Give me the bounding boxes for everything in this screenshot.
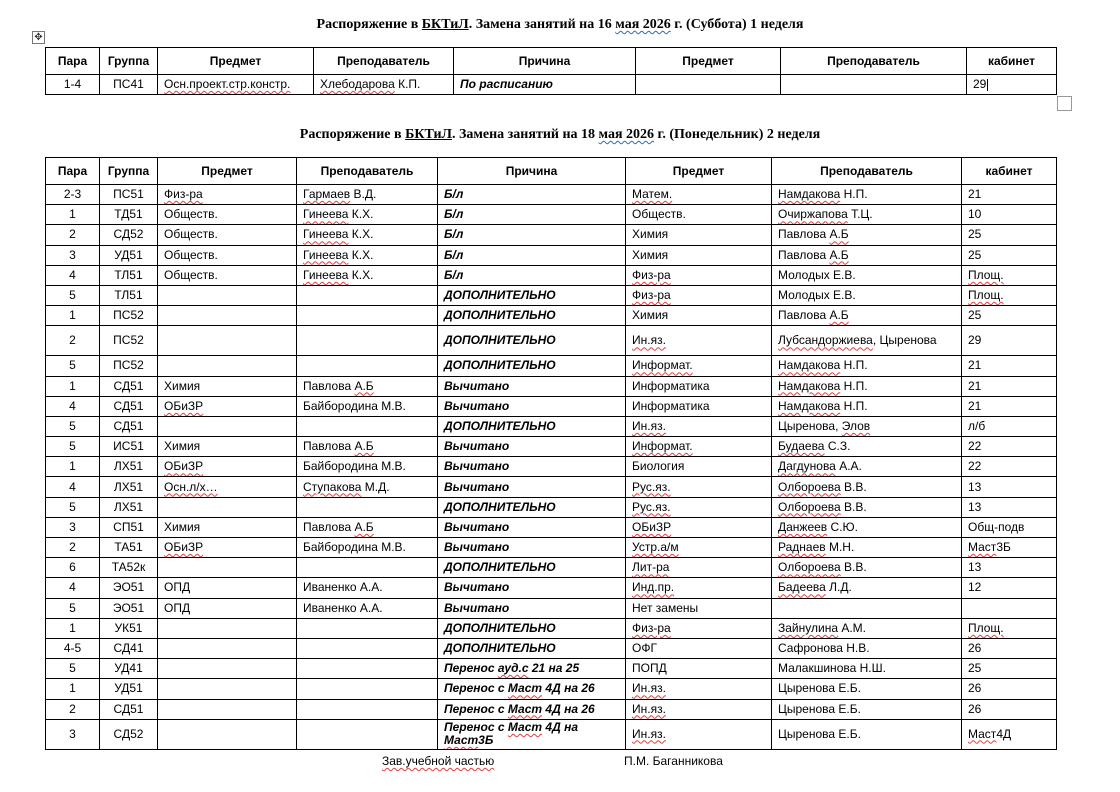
cell-teacher[interactable] bbox=[297, 719, 438, 749]
table-row bbox=[46, 679, 1057, 699]
cell-group[interactable]: ПС52 bbox=[100, 326, 158, 356]
cell-new-subject[interactable]: Матем. bbox=[626, 185, 772, 205]
cell-pair[interactable]: 3 bbox=[46, 245, 100, 265]
cell-pair[interactable]: 5 bbox=[46, 659, 100, 679]
cell-reason[interactable]: ДОПОЛНИТЕЛЬНО bbox=[438, 497, 626, 517]
cell-group[interactable]: ЭО51 bbox=[100, 598, 158, 618]
cell-subject[interactable] bbox=[158, 699, 297, 719]
cell-new-subject[interactable]: Физ-ра bbox=[626, 285, 772, 305]
cell-pair[interactable]: 4 bbox=[46, 578, 100, 598]
cell-pair[interactable]: 1 bbox=[46, 618, 100, 638]
cell-teacher[interactable]: Ступакова М.Д. bbox=[297, 477, 438, 497]
cell-subject[interactable]: Обществ. bbox=[158, 245, 297, 265]
table-row bbox=[46, 306, 1057, 326]
cell-pair[interactable]: 6 bbox=[46, 558, 100, 578]
table-row bbox=[46, 659, 1057, 679]
cell-new-subject[interactable]: ПОПД bbox=[626, 659, 772, 679]
cell-new-teacher[interactable]: Молодых Е.В. bbox=[772, 285, 962, 305]
cell-group[interactable]: СП51 bbox=[100, 517, 158, 537]
header-new-subject: Предмет bbox=[626, 158, 772, 185]
table-row bbox=[46, 638, 1057, 658]
cell-reason[interactable]: Вычитано bbox=[438, 578, 626, 598]
cell-room[interactable]: 25 bbox=[962, 245, 1057, 265]
cell-group[interactable]: СД41 bbox=[100, 638, 158, 658]
cell-new-teacher[interactable]: Данжеев С.Ю. bbox=[772, 517, 962, 537]
cell-group[interactable]: УД51 bbox=[100, 679, 158, 699]
cell-teacher[interactable] bbox=[297, 497, 438, 517]
cell-subject[interactable] bbox=[158, 416, 297, 436]
cell-room[interactable]: 21 bbox=[962, 376, 1057, 396]
table-row bbox=[46, 457, 1057, 477]
cell-reason[interactable]: Б/л bbox=[438, 265, 626, 285]
cell-new-teacher[interactable]: Олбороева В.В. bbox=[772, 558, 962, 578]
cell-subject[interactable]: Осн.л/х… bbox=[158, 477, 297, 497]
cell-new-teacher[interactable]: Цыренова Е.Б. bbox=[772, 679, 962, 699]
cell-teacher[interactable] bbox=[297, 679, 438, 699]
cell-subject[interactable] bbox=[158, 497, 297, 517]
cell-pair[interactable]: 5 bbox=[46, 356, 100, 376]
cell-subject[interactable]: Осн.проект.стр.констр. bbox=[158, 75, 314, 95]
table-row bbox=[46, 356, 1057, 376]
table-row bbox=[46, 477, 1057, 497]
cell-pair[interactable]: 2 bbox=[46, 225, 100, 245]
cell-room[interactable]: Площ. bbox=[962, 285, 1057, 305]
cell-reason[interactable]: Вычитано bbox=[438, 477, 626, 497]
cell-new-teacher[interactable]: Цыренова Е.Б. bbox=[772, 699, 962, 719]
cell-pair[interactable]: 5 bbox=[46, 416, 100, 436]
cell-teacher[interactable]: Гинеева К.Х. bbox=[297, 245, 438, 265]
cell-room[interactable]: Маст3Б bbox=[962, 538, 1057, 558]
cell-pair[interactable]: 2 bbox=[46, 538, 100, 558]
cell-pair[interactable]: 4 bbox=[46, 265, 100, 285]
cell-new-subject[interactable]: Информатика bbox=[626, 376, 772, 396]
cell-subject[interactable] bbox=[158, 719, 297, 749]
cell-new-subject[interactable] bbox=[636, 75, 781, 95]
header-new-teacher: Преподаватель bbox=[772, 158, 962, 185]
cell-teacher[interactable]: Павлова А.Б bbox=[297, 437, 438, 457]
cell-reason[interactable]: ДОПОЛНИТЕЛЬНО bbox=[438, 356, 626, 376]
header-pair: Пара bbox=[46, 158, 100, 185]
cell-room[interactable]: 26 bbox=[962, 699, 1057, 719]
cell-new-subject[interactable]: Ин.яз. bbox=[626, 326, 772, 356]
cell-pair[interactable]: 4 bbox=[46, 477, 100, 497]
cell-group[interactable]: СД51 bbox=[100, 699, 158, 719]
table-row bbox=[46, 699, 1057, 719]
cell-teacher[interactable]: Гинеева К.Х. bbox=[297, 225, 438, 245]
cell-new-subject[interactable]: Рус.яз. bbox=[626, 477, 772, 497]
cell-group[interactable]: ТД51 bbox=[100, 205, 158, 225]
cell-group[interactable]: ПС41 bbox=[100, 75, 158, 95]
cell-group[interactable]: СД51 bbox=[100, 376, 158, 396]
cell-pair[interactable]: 1 bbox=[46, 306, 100, 326]
table-row bbox=[46, 285, 1057, 305]
cell-subject[interactable] bbox=[158, 285, 297, 305]
table-row bbox=[46, 376, 1057, 396]
cell-room[interactable]: 13 bbox=[962, 497, 1057, 517]
cell-group[interactable]: УД41 bbox=[100, 659, 158, 679]
cell-room[interactable]: Площ. bbox=[962, 618, 1057, 638]
cell-teacher[interactable] bbox=[297, 558, 438, 578]
cell-subject[interactable]: Химия bbox=[158, 376, 297, 396]
cell-reason[interactable]: ДОПОЛНИТЕЛЬНО bbox=[438, 306, 626, 326]
table-row bbox=[46, 538, 1057, 558]
cell-subject[interactable]: Обществ. bbox=[158, 225, 297, 245]
table-resize-handle[interactable] bbox=[1057, 96, 1072, 111]
cell-new-subject[interactable]: Информат. bbox=[626, 437, 772, 457]
cell-new-subject[interactable]: Ин.яз. bbox=[626, 699, 772, 719]
cell-room[interactable]: Общ-подв bbox=[962, 517, 1057, 537]
cell-new-teacher[interactable]: Олбороева В.В. bbox=[772, 497, 962, 517]
cell-pair[interactable]: 5 bbox=[46, 285, 100, 305]
header-subject: Предмет bbox=[158, 48, 314, 75]
month-word: мая 2026 bbox=[598, 127, 655, 142]
cell-teacher[interactable]: Гинеева К.Х. bbox=[297, 265, 438, 285]
cell-new-teacher[interactable]: Цыренова Е.Б. bbox=[772, 719, 962, 749]
table-row bbox=[46, 265, 1057, 285]
cell-new-teacher[interactable]: Цыренова, Элов bbox=[772, 416, 962, 436]
cell-teacher[interactable]: Иваненко А.А. bbox=[297, 598, 438, 618]
table-row bbox=[46, 245, 1057, 265]
table-row bbox=[46, 719, 1057, 749]
cell-group[interactable]: ТА52к bbox=[100, 558, 158, 578]
cell-room[interactable]: 12 bbox=[962, 578, 1057, 598]
cell-group[interactable]: ЭО51 bbox=[100, 578, 158, 598]
cell-pair[interactable]: 1-4 bbox=[46, 75, 100, 95]
header-room: кабинет bbox=[962, 158, 1057, 185]
cell-pair[interactable]: 1 bbox=[46, 679, 100, 699]
cell-new-teacher[interactable]: Дагдунова А.А. bbox=[772, 457, 962, 477]
cell-group[interactable]: ПС51 bbox=[100, 185, 158, 205]
cell-new-teacher[interactable] bbox=[772, 598, 962, 618]
cell-group[interactable]: ТЛ51 bbox=[100, 265, 158, 285]
cell-pair[interactable]: 4-5 bbox=[46, 638, 100, 658]
cell-teacher[interactable]: Байбородина М.В. bbox=[297, 538, 438, 558]
table-row bbox=[46, 185, 1057, 205]
header-reason: Причина bbox=[454, 48, 636, 75]
cell-teacher[interactable] bbox=[297, 326, 438, 356]
cell-subject[interactable] bbox=[158, 638, 297, 658]
cell-new-subject[interactable]: Ин.яз. bbox=[626, 679, 772, 699]
cell-pair[interactable]: 1 bbox=[46, 205, 100, 225]
cell-room[interactable]: 26 bbox=[962, 638, 1057, 658]
table-row bbox=[46, 75, 1057, 95]
cell-teacher[interactable]: Павлова А.Б bbox=[297, 517, 438, 537]
cell-teacher[interactable] bbox=[297, 659, 438, 679]
cell-reason[interactable]: ДОПОЛНИТЕЛЬНО bbox=[438, 326, 626, 356]
table-row bbox=[46, 205, 1057, 225]
cell-new-subject[interactable]: Химия bbox=[626, 245, 772, 265]
cell-room[interactable]: 22 bbox=[962, 437, 1057, 457]
cell-new-teacher[interactable]: Намдакова Н.П. bbox=[772, 396, 962, 416]
cell-reason[interactable]: Б/л bbox=[438, 205, 626, 225]
cell-reason[interactable]: Перенос ауд.с 21 на 25 bbox=[438, 659, 626, 679]
cell-reason[interactable]: ДОПОЛНИТЕЛЬНО bbox=[438, 285, 626, 305]
table-row bbox=[46, 598, 1057, 618]
cell-subject[interactable] bbox=[158, 356, 297, 376]
cell-reason[interactable]: Вычитано bbox=[438, 457, 626, 477]
cell-reason[interactable]: Перенос с Маст 4Д на 26 bbox=[438, 699, 626, 719]
table-header-row bbox=[46, 158, 1057, 185]
cell-teacher[interactable]: Гинеева К.Х. bbox=[297, 205, 438, 225]
cell-pair[interactable]: 2 bbox=[46, 699, 100, 719]
cell-reason[interactable]: ДОПОЛНИТЕЛЬНО bbox=[438, 416, 626, 436]
header-new-subject: Предмет bbox=[636, 48, 781, 75]
signature-position: Зав.учебной частью bbox=[382, 754, 495, 768]
cell-new-subject[interactable]: ОБиЗР bbox=[626, 517, 772, 537]
cell-reason[interactable]: Вычитано bbox=[438, 376, 626, 396]
cell-room[interactable]: 25 bbox=[962, 659, 1057, 679]
cell-subject[interactable]: ОПД bbox=[158, 578, 297, 598]
cell-group[interactable]: СД51 bbox=[100, 416, 158, 436]
cell-subject[interactable]: ОБиЗР bbox=[158, 457, 297, 477]
month-word: мая 2026 bbox=[615, 17, 671, 32]
cell-teacher[interactable] bbox=[297, 356, 438, 376]
cell-group[interactable]: ПС52 bbox=[100, 306, 158, 326]
cell-pair[interactable]: 5 bbox=[46, 497, 100, 517]
cell-pair[interactable]: 1 bbox=[46, 376, 100, 396]
cell-teacher[interactable]: Байбородина М.В. bbox=[297, 396, 438, 416]
cell-reason[interactable]: Б/л bbox=[438, 185, 626, 205]
cell-room[interactable]: 29 bbox=[962, 326, 1057, 356]
cell-subject[interactable] bbox=[158, 679, 297, 699]
table-row bbox=[46, 396, 1057, 416]
cell-room[interactable]: 13 bbox=[962, 558, 1057, 578]
header-teacher: Преподаватель bbox=[297, 158, 438, 185]
cell-new-subject[interactable]: Химия bbox=[626, 225, 772, 245]
signature-name: П.М. Баганникова bbox=[624, 754, 723, 768]
cell-new-teacher[interactable]: Бадеева Л.Д. bbox=[772, 578, 962, 598]
cell-new-subject[interactable]: Инд.пр. bbox=[626, 578, 772, 598]
cell-new-teacher[interactable]: Малакшинова Н.Ш. bbox=[772, 659, 962, 679]
cell-pair[interactable]: 2 bbox=[46, 326, 100, 356]
cell-new-teacher[interactable]: Намдакова Н.П. bbox=[772, 185, 962, 205]
cell-reason[interactable]: ДОПОЛНИТЕЛЬНО bbox=[438, 618, 626, 638]
org-name: БКТиЛ bbox=[421, 17, 469, 32]
cell-pair[interactable]: 4 bbox=[46, 396, 100, 416]
cell-group[interactable]: ТА51 bbox=[100, 538, 158, 558]
cell-room[interactable]: 29 bbox=[967, 75, 1057, 95]
cell-room[interactable]: 21 bbox=[962, 356, 1057, 376]
header-group: Группа bbox=[100, 158, 158, 185]
cell-pair[interactable]: 5 bbox=[46, 437, 100, 457]
cell-reason[interactable]: Вычитано bbox=[438, 538, 626, 558]
replacement-table-monday bbox=[45, 157, 1057, 750]
replacement-table-saturday bbox=[45, 47, 1057, 95]
cell-new-subject[interactable]: ОФГ bbox=[626, 638, 772, 658]
cell-reason[interactable]: По расписанию bbox=[454, 75, 636, 95]
cell-room[interactable]: 22 bbox=[962, 457, 1057, 477]
cell-group[interactable]: ЛХ51 bbox=[100, 497, 158, 517]
cell-group[interactable]: УК51 bbox=[100, 618, 158, 638]
cell-new-teacher[interactable]: Молодых Е.В. bbox=[772, 265, 962, 285]
cell-pair[interactable]: 3 bbox=[46, 719, 100, 749]
cell-room[interactable]: 13 bbox=[962, 477, 1057, 497]
cell-group[interactable]: УД51 bbox=[100, 245, 158, 265]
cell-reason[interactable]: Вычитано bbox=[438, 396, 626, 416]
cell-new-subject[interactable]: Биология bbox=[626, 457, 772, 477]
cell-new-teacher[interactable]: Раднаев М.Н. bbox=[772, 538, 962, 558]
cell-new-subject[interactable]: Информатика bbox=[626, 396, 772, 416]
header-new-teacher: Преподаватель bbox=[781, 48, 967, 75]
header-group: Группа bbox=[100, 48, 158, 75]
cell-subject[interactable] bbox=[158, 326, 297, 356]
cell-group[interactable]: ЛХ51 bbox=[100, 457, 158, 477]
cell-group[interactable]: СД52 bbox=[100, 719, 158, 749]
cell-group[interactable]: ИС51 bbox=[100, 437, 158, 457]
cell-reason[interactable]: Вычитано bbox=[438, 598, 626, 618]
cell-new-subject[interactable]: Информат. bbox=[626, 356, 772, 376]
cell-new-teacher[interactable]: Павлова А.Б bbox=[772, 245, 962, 265]
cell-teacher[interactable]: Павлова А.Б bbox=[297, 376, 438, 396]
cell-group[interactable]: ТЛ51 bbox=[100, 285, 158, 305]
cell-new-teacher[interactable]: Сафронова Н.В. bbox=[772, 638, 962, 658]
cell-subject[interactable]: ОБиЗР bbox=[158, 396, 297, 416]
cell-new-teacher[interactable]: Намдакова Н.П. bbox=[772, 356, 962, 376]
header-pair: Пара bbox=[46, 48, 100, 75]
cell-pair[interactable]: 2-3 bbox=[46, 185, 100, 205]
cell-group[interactable]: ЛХ51 bbox=[100, 477, 158, 497]
table-row bbox=[46, 618, 1057, 638]
cell-reason[interactable]: Перенос с Маст 4Д на Маст3Б bbox=[438, 719, 626, 749]
cell-subject[interactable]: Обществ. bbox=[158, 205, 297, 225]
cell-new-subject[interactable]: Физ-ра bbox=[626, 618, 772, 638]
cell-room[interactable] bbox=[962, 598, 1057, 618]
table-row bbox=[46, 225, 1057, 245]
cell-teacher[interactable] bbox=[297, 699, 438, 719]
cell-room[interactable]: 10 bbox=[962, 205, 1057, 225]
cell-pair[interactable]: 1 bbox=[46, 457, 100, 477]
cell-subject[interactable] bbox=[158, 618, 297, 638]
cell-teacher[interactable] bbox=[297, 285, 438, 305]
cell-new-teacher[interactable]: Лубсандоржиева, Цыренова bbox=[772, 326, 962, 356]
cell-teacher[interactable] bbox=[297, 306, 438, 326]
table-move-handle-icon[interactable]: ✥ bbox=[32, 31, 45, 44]
cell-teacher[interactable]: Хлебодарова К.П. bbox=[314, 75, 454, 95]
cell-subject[interactable]: Химия bbox=[158, 517, 297, 537]
cell-room[interactable]: 21 bbox=[962, 185, 1057, 205]
table-row bbox=[46, 497, 1057, 517]
cell-new-subject[interactable]: Ин.яз. bbox=[626, 416, 772, 436]
table-header-row bbox=[46, 48, 1057, 75]
cell-teacher[interactable] bbox=[297, 638, 438, 658]
cell-room[interactable]: л/б bbox=[962, 416, 1057, 436]
header-reason: Причина bbox=[438, 158, 626, 185]
cell-new-subject[interactable]: Обществ. bbox=[626, 205, 772, 225]
cell-new-subject[interactable]: Физ-ра bbox=[626, 265, 772, 285]
cell-new-subject[interactable]: Ин.яз. bbox=[626, 719, 772, 749]
cell-group[interactable]: ПС52 bbox=[100, 356, 158, 376]
cell-new-teacher[interactable] bbox=[781, 75, 967, 95]
cell-new-subject[interactable]: Нет замены bbox=[626, 598, 772, 618]
table-row bbox=[46, 578, 1057, 598]
cell-new-teacher[interactable]: Павлова А.Б bbox=[772, 225, 962, 245]
cell-pair[interactable]: 5 bbox=[46, 598, 100, 618]
cell-room[interactable]: Маст4Д bbox=[962, 719, 1057, 749]
table-row bbox=[46, 416, 1057, 436]
cell-new-teacher[interactable]: Будаева С.З. bbox=[772, 437, 962, 457]
cell-group[interactable]: СД52 bbox=[100, 225, 158, 245]
cell-group[interactable]: СД51 bbox=[100, 396, 158, 416]
cell-new-subject[interactable]: Лит-ра bbox=[626, 558, 772, 578]
cell-pair[interactable]: 3 bbox=[46, 517, 100, 537]
header-subject: Предмет bbox=[158, 158, 297, 185]
cell-new-subject[interactable]: Устр.а/м bbox=[626, 538, 772, 558]
cell-subject[interactable]: Обществ. bbox=[158, 265, 297, 285]
cell-teacher[interactable] bbox=[297, 618, 438, 638]
cell-subject[interactable]: ОБиЗР bbox=[158, 538, 297, 558]
cell-reason[interactable]: Б/л bbox=[438, 225, 626, 245]
cell-room[interactable]: 25 bbox=[962, 225, 1057, 245]
header-teacher: Преподаватель bbox=[314, 48, 454, 75]
cell-teacher[interactable]: Иваненко А.А. bbox=[297, 578, 438, 598]
cell-room[interactable]: 25 bbox=[962, 306, 1057, 326]
order-title-saturday: Распоряжение в БКТиЛ. Замена занятий на 16 мая 2026 г. (Суббота) 1 неделя bbox=[316, 17, 804, 32]
table-row bbox=[46, 517, 1057, 537]
table-row bbox=[46, 326, 1057, 356]
cell-subject[interactable] bbox=[158, 306, 297, 326]
cell-new-teacher[interactable]: Зайнулина А.М. bbox=[772, 618, 962, 638]
org-name: БКТиЛ bbox=[405, 127, 452, 142]
cell-reason[interactable]: Перенос с Маст 4Д на 26 bbox=[438, 679, 626, 699]
cell-reason[interactable]: Вычитано bbox=[438, 517, 626, 537]
table-row bbox=[46, 558, 1057, 578]
cell-reason[interactable]: Вычитано bbox=[438, 437, 626, 457]
cell-new-teacher[interactable]: Очиржапова Т.Ц. bbox=[772, 205, 962, 225]
cell-reason[interactable]: ДОПОЛНИТЕЛЬНО bbox=[438, 558, 626, 578]
cell-reason[interactable]: ДОПОЛНИТЕЛЬНО bbox=[438, 638, 626, 658]
cell-subject[interactable] bbox=[158, 659, 297, 679]
cell-teacher[interactable]: Гармаев В.Д. bbox=[297, 185, 438, 205]
cell-new-teacher[interactable]: Намдакова Н.П. bbox=[772, 376, 962, 396]
text-cursor bbox=[987, 79, 988, 91]
cell-new-teacher[interactable]: Павлова А.Б bbox=[772, 306, 962, 326]
cell-teacher[interactable] bbox=[297, 416, 438, 436]
cell-room[interactable]: 21 bbox=[962, 396, 1057, 416]
cell-reason[interactable]: Б/л bbox=[438, 245, 626, 265]
cell-subject[interactable] bbox=[158, 558, 297, 578]
order-title-monday: Распоряжение в БКТиЛ. Замена занятий на 18 мая 2026 г. (Понедельник) 2 неделя bbox=[299, 127, 821, 142]
cell-new-subject[interactable]: Рус.яз. bbox=[626, 497, 772, 517]
table-row bbox=[46, 437, 1057, 457]
cell-teacher[interactable]: Байбородина М.В. bbox=[297, 457, 438, 477]
cell-subject[interactable]: Химия bbox=[158, 437, 297, 457]
cell-room[interactable]: 26 bbox=[962, 679, 1057, 699]
cell-subject[interactable]: Физ-ра bbox=[158, 185, 297, 205]
header-room: кабинет bbox=[967, 48, 1057, 75]
cell-new-teacher[interactable]: Олбороева В.В. bbox=[772, 477, 962, 497]
cell-room[interactable]: Площ. bbox=[962, 265, 1057, 285]
cell-subject[interactable]: ОПД bbox=[158, 598, 297, 618]
cell-new-subject[interactable]: Химия bbox=[626, 306, 772, 326]
